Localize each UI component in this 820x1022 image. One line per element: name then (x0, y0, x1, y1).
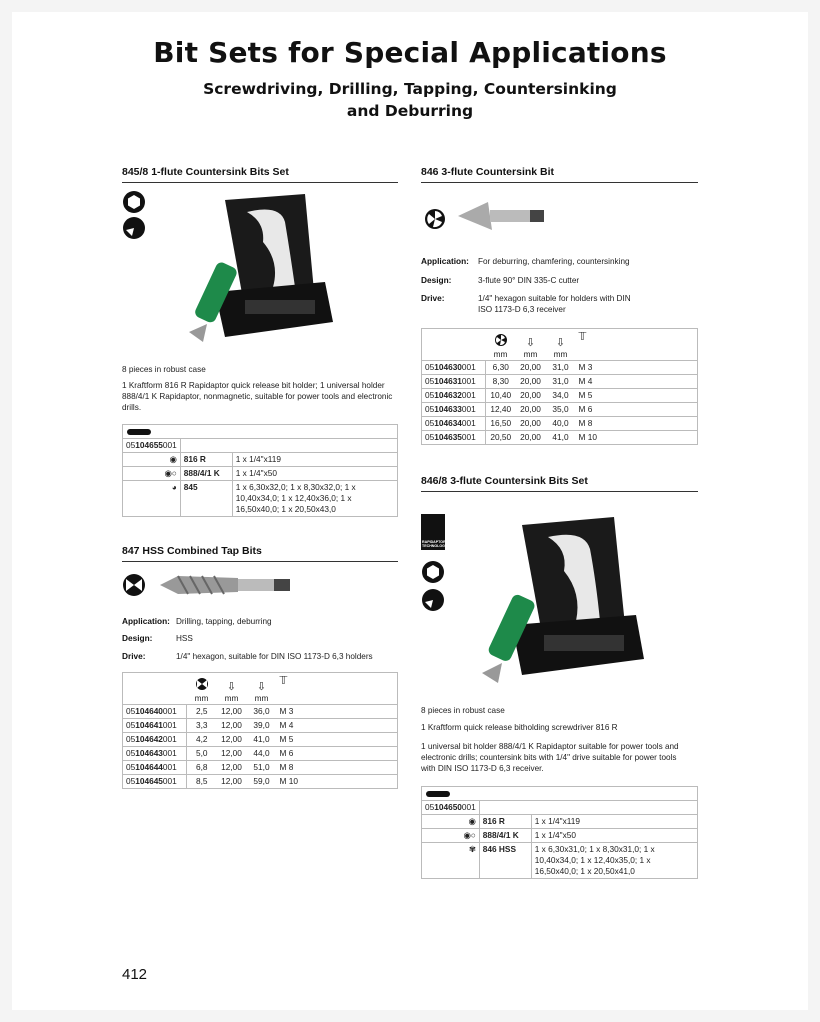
s3-thread-header (277, 673, 373, 705)
s3-app-value: Drilling, tapping, deburring (176, 617, 272, 626)
s2-total-length-header: ⇩ mm (546, 329, 576, 361)
total-length-icon: ⇩ (555, 337, 566, 349)
s2-heading: 846 3-flute Countersink Bit (421, 166, 698, 183)
s4-row-spec: 1 x 6,30x31,0; 1 x 8,30x31,0; 1 x 10,40x34,0; 1 x 12,40x35,0; 1 x 16,50x40,0; 1 x 20,50x41,0 (531, 843, 697, 879)
s4-table-header (422, 787, 698, 801)
s1-table-header (123, 425, 398, 439)
table-row: 05104644001 6,8 12,00 51,0 M 8 (123, 761, 398, 775)
s4-desc2: 1 Kraftform quick release bitholding screwdriver 816 R (421, 723, 618, 732)
s1-product-photo (185, 192, 335, 350)
hex-drive-icon (421, 560, 445, 589)
s1-desc2: 1 Kraftform 816 R Rapidaptor quick release bit holder; 1 universal holder 888/4/1 K Rapidaptor, nonmagnetic, suitable for power tools and electronic drills. (122, 381, 393, 412)
table-row: 05104643001 5,0 12,00 44,0 M 6 (123, 747, 398, 761)
s3-app-label: Application: (122, 616, 170, 626)
s3-length-header: ⇩ mm (217, 673, 247, 705)
s2-table (421, 328, 698, 445)
s2-design-value: 3-flute 90° DIN 335-C cutter (478, 276, 580, 285)
s3-design-label: Design: (122, 633, 153, 643)
s4-product-photo (478, 515, 646, 691)
table-row: 05104642001 4,2 12,00 41,0 M 5 (123, 733, 398, 747)
s3-diameter-header: mm (187, 673, 217, 705)
s4-row-model: 816 R (479, 815, 531, 829)
s2-app-label: Application: (421, 256, 469, 266)
rapidaptor-badge: RAPIDAPTOR TECHNOLOGY (421, 514, 445, 550)
page-subtitle-line1: Screwdriving, Drilling, Tapping, Countersinking (203, 80, 617, 98)
s2-product-photo (452, 196, 552, 236)
s3-table (122, 672, 398, 789)
total-length-icon: ⇩ (256, 681, 267, 693)
s1-row-model: 845 (180, 481, 232, 517)
s1-row-model: 816 R (180, 453, 232, 467)
table-row: 05104632001 10,40 20,00 34,0 M 5 (422, 389, 698, 403)
shank-length-icon: ⇩ (226, 681, 237, 693)
s3-heading: 847 HSS Combined Tap Bits (122, 545, 398, 562)
s4-desc1: 8 pieces in robust case (421, 706, 505, 715)
s4-row-spec: 1 x 1/4"x119 (531, 815, 697, 829)
s4-row-model: 846 HSS (479, 843, 531, 879)
s2-design-label: Design: (421, 275, 452, 285)
s4-row-model: 888/4/1 K (479, 829, 531, 843)
table-row: 05104634001 16,50 20,00 40,0 M 8 (422, 417, 698, 431)
countersink-small-icon: ◕ (123, 481, 181, 517)
hex-drive-icon (122, 190, 146, 219)
table-row: 05104635001 20,50 20,00 41,0 M 10 (422, 431, 698, 445)
s2-diameter-header: mm (486, 329, 516, 361)
table-row: 05104631001 8,30 20,00 31,0 M 4 (422, 375, 698, 389)
three-flute-icon (494, 333, 508, 347)
s4-code: 05104650001 (422, 801, 480, 815)
s4-table (421, 786, 698, 879)
table-row: 05104641001 3,3 12,00 39,0 M 4 (123, 719, 398, 733)
s4-desc3: 1 universal bit holder 888/4/1 K Rapidaptor suitable for power tools and electronic drills; countersink bits with 1/4" drive suitable for power tools with DIN ISO 1173-D 6,3 receiver. (421, 742, 679, 773)
s1-table (122, 424, 398, 517)
s4-row-spec: 1 x 1/4"x50 (531, 829, 697, 843)
page-subtitle-line2: and Deburring (346, 102, 474, 120)
s3-drive-value: 1/4" hexagon, suitable for DIN ISO 1173-D 6,3 holders (176, 652, 373, 661)
s3-product-photo (158, 568, 298, 602)
page-title: Bit Sets for Special Applications (153, 36, 667, 69)
tap-bit-icon (195, 677, 209, 691)
countersink-icon (122, 216, 146, 245)
screw-icon: 𝕋 (279, 675, 288, 687)
s3-design-value: HSS (176, 634, 193, 643)
screw-icon: 𝕋 (578, 331, 587, 343)
s4-heading: 846/8 3-flute Countersink Bits Set (421, 475, 698, 492)
s1-desc1: 8 pieces in robust case (122, 365, 206, 374)
shank-length-icon: ⇩ (525, 337, 536, 349)
hex-dot-icon: ◉ (422, 815, 480, 829)
s1-row-spec: 1 x 1/4"x119 (232, 453, 397, 467)
s2-length-header: ⇩ mm (516, 329, 546, 361)
s3-drive-label: Drive: (122, 651, 146, 661)
table-row: 05104640001 2,5 12,00 36,0 M 3 (123, 705, 398, 719)
countersink-icon (421, 588, 445, 617)
s1-row-spec: 1 x 1/4"x50 (232, 467, 397, 481)
double-ring-icon: ◉○ (422, 829, 480, 843)
s2-thread-header (576, 329, 672, 361)
bit-holder-icon (127, 429, 151, 435)
double-ring-icon: ◉○ (123, 467, 181, 481)
s2-drive-label: Drive: (421, 293, 445, 303)
table-row: 05104630001 6,30 20,00 31,0 M 3 (422, 361, 698, 375)
s3-total-length-header: ⇩ mm (247, 673, 277, 705)
page-number: 412 (122, 966, 148, 983)
tap-bit-icon (122, 573, 146, 602)
s2-app-value: For deburring, chamfering, countersinking (478, 257, 630, 266)
s1-heading: 845/8 1-flute Countersink Bits Set (122, 166, 398, 183)
hex-dot-icon: ◉ (123, 453, 181, 467)
s2-drive-value: 1/4" hexagon suitable for holders with DIN ISO 1173-D 6,3 receiver (478, 294, 631, 314)
three-flute-small-icon: ✾ (422, 843, 480, 879)
three-flute-icon (424, 208, 446, 235)
bit-holder-icon (426, 791, 450, 797)
table-row: 05104645001 8,5 12,00 59,0 M 10 (123, 775, 398, 789)
table-row: 05104633001 12,40 20,00 35,0 M 6 (422, 403, 698, 417)
s1-code: 05104655001 (123, 439, 181, 453)
s1-row-spec: 1 x 6,30x32,0; 1 x 8,30x32,0; 1 x 10,40x34,0; 1 x 12,40x36,0; 1 x 16,50x40,0; 1 x 20,50x43,0 (232, 481, 397, 517)
s1-row-model: 888/4/1 K (180, 467, 232, 481)
